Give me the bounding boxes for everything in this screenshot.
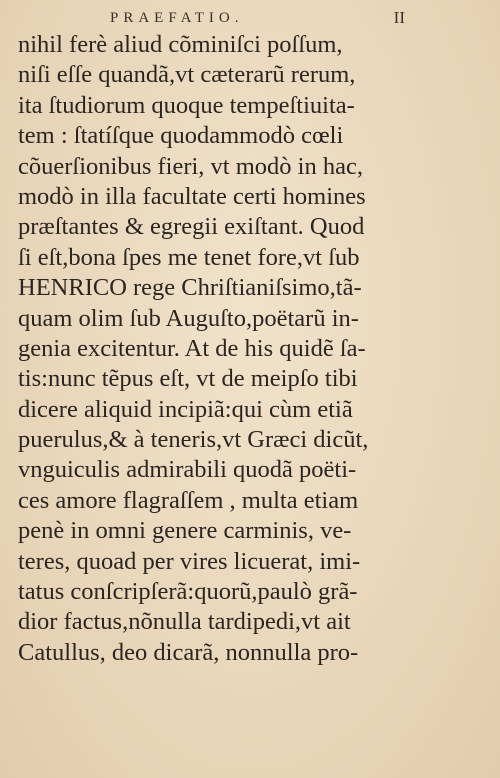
page-header bbox=[90, 8, 405, 32]
text-line: quam olim ſub Auguſto,poëtarũ in- bbox=[18, 304, 359, 332]
text-line: Catullus, deo dicarã, nonnulla pro- bbox=[18, 638, 359, 666]
text-line: dior factus,nõnulla tardipedi,vt ait bbox=[18, 608, 351, 636]
body-text bbox=[18, 30, 398, 668]
text-line: HENRICO rege Chriſtianiſsimo,tã- bbox=[18, 274, 362, 302]
running-head: PRAEFATIO. bbox=[110, 10, 244, 26]
text-line: niſi eſſe quandã,vt cæterarũ rerum, bbox=[18, 61, 356, 89]
text-line: puerulus,& à teneris,vt Græci dicũt, bbox=[18, 426, 369, 454]
text-line: tem : ſtatíſque quodammodò cœli bbox=[18, 122, 344, 150]
text-line: tatus conſcripſerã:quorũ,paulò grã- bbox=[18, 578, 358, 606]
page-number: II bbox=[393, 8, 405, 27]
text-line: vnguiculis admirabili quodã poëti- bbox=[18, 456, 357, 484]
text-line: præſtantes & egregii exiſtant. Quod bbox=[18, 213, 365, 241]
text-line: penè in omni genere carminis, ve- bbox=[18, 517, 352, 545]
text-line: genia excitentur. At de his quidẽ ſa- bbox=[18, 334, 366, 362]
text-line: cõuerſionibus fieri, vt modò in hac, bbox=[18, 152, 363, 180]
text-line: ita ſtudiorum quoque tempeſtiuita- bbox=[18, 91, 355, 119]
text-line: ces amore flagraſſem , multa etiam bbox=[18, 486, 359, 514]
text-line: modò in illa facultate certi homines bbox=[18, 182, 366, 210]
text-line: ſi eſt,bona ſpes me tenet fore,vt ſub bbox=[18, 243, 360, 271]
text-line: tis:nunc tẽpus eſt, vt de meipſo tibi bbox=[18, 365, 358, 393]
text-line: nihil ferè aliud cõminiſci poſſum, bbox=[18, 31, 343, 58]
text-line: teres, quoad per vires licuerat, imi- bbox=[18, 547, 361, 575]
text-line: dicere aliquid incipiã:qui cùm etiã bbox=[18, 395, 353, 423]
